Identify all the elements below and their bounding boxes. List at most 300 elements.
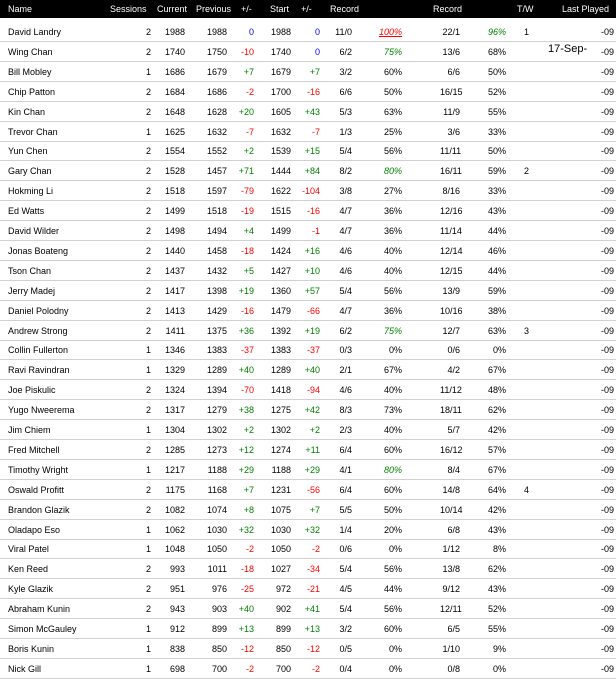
current-rating-cell: 1317: [164, 405, 185, 416]
player-name: Ken Reed: [8, 564, 49, 575]
sessions-cell: 2: [145, 27, 151, 37]
table-row[interactable]: [0, 559, 616, 579]
total-record-cell: 11/14: [440, 226, 462, 236]
session-win-pct-cell: 20%: [383, 524, 402, 535]
session-record-cell: 4/7: [339, 206, 352, 217]
last-played-cell: -09: [600, 405, 614, 416]
last-played-cell: -09: [600, 643, 614, 654]
tw-cell: [524, 599, 536, 619]
total-record-cell: 10/14: [440, 504, 463, 515]
total-record-cell: 6/6: [447, 66, 460, 77]
sessions-cell: 2: [145, 186, 151, 197]
total-win-pct-cell: 0%: [492, 663, 506, 674]
start-rating-cell: 1302: [270, 425, 291, 435]
table-row[interactable]: [0, 42, 616, 62]
previous-rating-cell: 1686: [206, 86, 227, 97]
tw-cell: [524, 181, 536, 201]
change-from-start-cell: -16: [306, 86, 320, 97]
previous-rating-cell: 1552: [206, 146, 227, 157]
tw-cell: [524, 42, 536, 62]
change-from-start-cell: +43: [304, 106, 320, 117]
total-record-cell: 12/11: [440, 604, 462, 615]
player-name: Chip Patton: [8, 86, 56, 97]
current-rating-cell: 943: [169, 604, 185, 615]
change-from-start-cell: -66: [306, 305, 320, 316]
total-win-pct-cell: 9%: [492, 643, 506, 654]
total-win-pct-cell: 48%: [487, 385, 506, 396]
session-win-pct-cell: 40%: [383, 385, 402, 396]
change-from-start-cell: +7: [309, 504, 320, 515]
change-from-start-cell: -34: [306, 564, 320, 575]
total-win-pct-cell: 63%: [487, 325, 506, 336]
sessions-cell: 2: [145, 265, 151, 276]
session-win-pct-cell: 80%: [383, 464, 402, 475]
player-name: Ed Watts: [8, 206, 45, 217]
tw-cell: [524, 122, 536, 142]
header-current[interactable]: Current: [157, 4, 188, 14]
header-previous[interactable]: Previous: [196, 4, 232, 14]
sessions-cell: 1: [145, 66, 151, 77]
change-from-start-cell: -56: [306, 484, 320, 495]
last-played-cell: -09: [600, 444, 614, 455]
tw-cell: [524, 420, 536, 440]
last-played-cell: -09: [600, 46, 614, 57]
total-win-pct-cell: 96%: [487, 27, 506, 37]
last-played-cell: -09: [600, 226, 614, 236]
session-record-cell: 0/6: [339, 544, 352, 555]
player-name: Jim Chiem: [8, 425, 51, 435]
header-last-played[interactable]: Last Played: [562, 4, 610, 14]
total-record-cell: 12/7: [442, 325, 460, 336]
total-record-cell: 5/7: [447, 425, 460, 435]
session-win-pct-cell: 60%: [383, 624, 402, 634]
session-win-pct-cell: 80%: [383, 166, 402, 177]
table-row[interactable]: [0, 201, 616, 221]
tw-cell: [524, 62, 536, 82]
table-row[interactable]: [0, 181, 616, 201]
total-win-pct-cell: 42%: [487, 425, 506, 435]
tw-cell: [524, 340, 536, 360]
session-record-cell: 2/1: [339, 365, 352, 376]
current-rating-cell: 1304: [164, 425, 185, 435]
player-name: Oswald Profitt: [8, 484, 65, 495]
current-rating-cell: 993: [169, 564, 185, 575]
session-record-cell: 6/4: [339, 484, 352, 495]
change-from-start-cell: +15: [304, 146, 320, 157]
session-record-cell: 0/4: [339, 663, 352, 674]
start-rating-cell: 1499: [270, 226, 291, 236]
current-rating-cell: 1499: [164, 206, 185, 217]
tw-cell: [524, 261, 536, 281]
sessions-cell: 1: [145, 425, 151, 435]
session-record-cell: 6/2: [339, 325, 352, 336]
table-row[interactable]: [0, 102, 616, 122]
change-from-previous-cell: +71: [238, 166, 254, 177]
tw-cell: [524, 301, 536, 321]
previous-rating-cell: 1074: [206, 504, 227, 515]
start-rating-cell: 1988: [270, 27, 291, 37]
player-name: Oladapo Eso: [8, 524, 61, 535]
table-row[interactable]: [0, 539, 616, 559]
start-rating-cell: 902: [275, 604, 291, 615]
change-from-start-cell: +57: [304, 285, 320, 296]
total-win-pct-cell: 64%: [487, 484, 506, 495]
change-from-previous-cell: +20: [238, 106, 254, 117]
session-win-pct-cell: 36%: [383, 305, 402, 316]
total-record-cell: 18/11: [440, 405, 462, 416]
tw-cell: [524, 82, 536, 102]
current-rating-cell: 1440: [164, 245, 185, 256]
total-record-cell: 4/2: [447, 365, 460, 376]
current-rating-cell: 1048: [164, 544, 185, 555]
change-from-previous-cell: -12: [240, 643, 254, 654]
change-from-start-cell: +40: [304, 365, 320, 376]
session-win-pct-cell: 60%: [383, 484, 402, 495]
table-row[interactable]: [0, 500, 616, 520]
table-row[interactable]: [0, 599, 616, 619]
header-name[interactable]: Name: [8, 4, 33, 14]
sessions-cell: 1: [145, 544, 151, 555]
current-rating-cell: 1684: [164, 86, 185, 97]
sessions-cell: 2: [145, 226, 151, 236]
total-record-cell: 16/12: [440, 444, 463, 455]
session-record-cell: 4/5: [339, 584, 352, 595]
tw-cell: [524, 639, 536, 659]
session-win-pct-cell: 56%: [383, 285, 402, 296]
table-row[interactable]: [0, 400, 616, 420]
previous-rating-cell: 1458: [206, 245, 227, 256]
change-from-start-cell: -2: [311, 663, 320, 674]
change-from-previous-cell: +29: [238, 464, 254, 475]
table-row[interactable]: [0, 340, 616, 360]
player-name: Simon McGauley: [8, 624, 77, 634]
table-row[interactable]: [0, 520, 616, 540]
session-win-pct-cell: 0%: [388, 544, 402, 555]
current-rating-cell: 1648: [164, 106, 185, 117]
sessions-cell: 1: [145, 464, 151, 475]
start-rating-cell: 1075: [270, 504, 291, 515]
change-from-previous-cell: +12: [238, 444, 254, 455]
header-change-start[interactable]: +/-: [301, 4, 312, 14]
last-played-cell: -09: [600, 504, 614, 515]
last-played-cell: -09: [600, 425, 614, 435]
change-from-previous-cell: -2: [245, 663, 254, 674]
previous-rating-cell: 700: [211, 663, 227, 674]
sessions-cell: 2: [145, 166, 151, 177]
change-from-start-cell: +32: [304, 524, 320, 535]
tw-cell: [524, 400, 536, 420]
sessions-cell: 2: [145, 405, 151, 416]
session-record-cell: 5/4: [339, 604, 352, 615]
session-win-pct-cell: 56%: [383, 146, 402, 157]
player-name: Gary Chan: [8, 166, 52, 177]
tw-cell: [524, 201, 536, 221]
total-win-pct-cell: 33%: [487, 126, 506, 137]
header-record-session[interactable]: Record: [330, 4, 360, 14]
current-rating-cell: 838: [169, 643, 185, 654]
change-from-previous-cell: +32: [238, 524, 254, 535]
last-played-cell: -09: [600, 604, 614, 615]
total-record-cell: 1/10: [442, 643, 460, 654]
table-row[interactable]: [0, 380, 616, 400]
total-win-pct-cell: 67%: [487, 464, 506, 475]
table-row[interactable]: [0, 82, 616, 102]
start-rating-cell: 899: [275, 624, 291, 634]
session-win-pct-cell: 73%: [383, 405, 402, 416]
start-rating-cell: 1392: [270, 325, 291, 336]
last-played-cell: -09: [600, 365, 614, 376]
player-name: Tson Chan: [8, 265, 52, 276]
session-record-cell: 5/4: [339, 285, 352, 296]
total-record-cell: 11/9: [443, 106, 460, 117]
last-played-cell: -09: [600, 464, 614, 475]
previous-rating-cell: 1279: [206, 405, 227, 416]
table-row[interactable]: [0, 619, 616, 639]
tw-cell: [524, 221, 536, 241]
session-record-cell: 4/6: [339, 265, 352, 276]
session-record-cell: 1/3: [339, 126, 352, 137]
table-row[interactable]: [0, 639, 616, 659]
current-rating-cell: 1417: [164, 285, 185, 296]
current-rating-cell: 951: [169, 584, 185, 595]
total-record-cell: 16/15: [440, 86, 463, 97]
table-row[interactable]: [0, 301, 616, 321]
header-row: [0, 0, 616, 18]
session-win-pct-cell: 67%: [383, 365, 402, 376]
sessions-cell: 1: [145, 365, 151, 376]
tw-cell: 4: [524, 484, 530, 495]
header-change-previous[interactable]: +/-: [241, 4, 252, 14]
change-from-start-cell: 0: [314, 46, 320, 57]
total-win-pct-cell: 42%: [487, 504, 506, 515]
session-record-cell: 5/4: [339, 564, 352, 575]
player-name: Joe Piskulic: [8, 385, 56, 396]
last-played-cell: -09: [600, 524, 614, 535]
last-played-cell: -09: [600, 245, 614, 256]
table-row[interactable]: [0, 480, 616, 500]
current-rating-cell: 1625: [164, 126, 185, 137]
session-win-pct-cell: 0%: [388, 345, 402, 356]
previous-rating-cell: 1289: [206, 365, 227, 376]
start-rating-cell: 1539: [270, 146, 291, 157]
header-record-total[interactable]: Record: [433, 4, 463, 14]
sessions-cell: 2: [145, 46, 151, 57]
tw-cell: [524, 500, 536, 520]
current-rating-cell: 1285: [164, 444, 185, 455]
table-row[interactable]: [0, 22, 616, 42]
last-played-cell: -09: [600, 285, 614, 296]
last-played-cell: -09: [600, 265, 614, 276]
current-rating-cell: 1988: [164, 27, 185, 37]
change-from-start-cell: +10: [304, 265, 320, 276]
session-record-cell: 5/4: [339, 146, 352, 157]
sessions-cell: 2: [145, 206, 151, 217]
table-row[interactable]: [0, 460, 616, 480]
total-record-cell: 6/8: [447, 524, 460, 535]
previous-rating-cell: 1168: [207, 484, 227, 495]
sessions-cell: 2: [145, 604, 151, 615]
header-sessions[interactable]: Sessions: [110, 4, 147, 14]
change-from-previous-cell: +13: [238, 624, 254, 634]
sessions-cell: 1: [145, 126, 151, 137]
previous-rating-cell: 1679: [206, 66, 227, 77]
start-rating-cell: 1231: [270, 484, 291, 495]
current-rating-cell: 1554: [164, 146, 185, 157]
total-win-pct-cell: 55%: [487, 624, 506, 634]
change-from-start-cell: -16: [306, 206, 320, 217]
current-rating-cell: 1528: [164, 166, 185, 177]
previous-rating-cell: 1273: [206, 444, 227, 455]
session-record-cell: 8/2: [339, 166, 352, 177]
change-from-previous-cell: +8: [243, 504, 254, 515]
player-name: Bill Mobley: [8, 66, 52, 77]
tw-cell: 3: [524, 325, 530, 336]
tw-cell: [524, 141, 536, 161]
change-from-previous-cell: +40: [238, 365, 254, 376]
last-played-date-overflow: 17-Sep-: [548, 43, 588, 55]
table-row[interactable]: [0, 579, 616, 599]
player-name: Andrew Strong: [8, 325, 68, 336]
tw-cell: 2: [524, 166, 530, 177]
current-rating-cell: 1346: [164, 345, 185, 356]
current-rating-cell: 1498: [164, 226, 185, 236]
sessions-cell: 2: [145, 564, 151, 575]
total-win-pct-cell: 57%: [487, 444, 506, 455]
previous-rating-cell: 1750: [206, 46, 227, 57]
session-record-cell: 3/8: [339, 186, 352, 197]
last-played-cell: -09: [600, 146, 614, 157]
total-win-pct-cell: 59%: [487, 166, 506, 177]
change-from-previous-cell: +19: [238, 285, 254, 296]
header-tw[interactable]: T/W: [517, 4, 534, 14]
tw-cell: [524, 579, 536, 599]
start-rating-cell: 1030: [270, 524, 291, 535]
table-row[interactable]: [0, 261, 616, 281]
table-row[interactable]: [0, 62, 616, 82]
sessions-cell: 2: [145, 106, 151, 117]
session-win-pct-cell: 44%: [383, 584, 402, 595]
session-win-pct-cell: 50%: [383, 86, 402, 97]
total-win-pct-cell: 33%: [487, 186, 506, 197]
total-win-pct-cell: 52%: [487, 604, 506, 615]
change-from-previous-cell: 0: [248, 27, 254, 37]
total-win-pct-cell: 46%: [487, 245, 506, 256]
player-name: Yun Chen: [8, 146, 48, 157]
last-played-cell: -09: [600, 564, 614, 575]
table-row[interactable]: [0, 141, 616, 161]
start-rating-cell: 1700: [270, 86, 291, 97]
session-record-cell: 8/3: [339, 405, 352, 416]
change-from-start-cell: -7: [311, 126, 320, 137]
player-name: Collin Fullerton: [8, 345, 69, 356]
table-row[interactable]: [0, 440, 616, 460]
player-name: Nick Gill: [8, 663, 41, 674]
change-from-previous-cell: -25: [240, 584, 254, 595]
player-name: Wing Chan: [8, 46, 53, 57]
change-from-previous-cell: -18: [240, 245, 254, 256]
current-rating-cell: 1740: [164, 46, 185, 57]
table-row[interactable]: [0, 659, 616, 679]
start-rating-cell: 1050: [270, 544, 291, 555]
session-record-cell: 0/3: [339, 345, 352, 356]
start-rating-cell: 1740: [270, 46, 291, 57]
current-rating-cell: 1082: [164, 504, 185, 515]
start-rating-cell: 972: [275, 584, 291, 595]
previous-rating-cell: 1597: [206, 186, 227, 197]
start-rating-cell: 1360: [270, 285, 291, 296]
table-row[interactable]: [0, 321, 616, 341]
session-record-cell: 2/3: [339, 425, 352, 435]
change-from-previous-cell: -70: [240, 385, 254, 396]
player-name: Daniel Polodny: [8, 305, 69, 316]
change-from-start-cell: +42: [304, 405, 320, 416]
session-record-cell: 3/2: [339, 624, 352, 634]
change-from-previous-cell: +2: [243, 146, 254, 157]
sessions-cell: 2: [145, 504, 151, 515]
session-record-cell: 5/3: [339, 106, 352, 117]
total-record-cell: 13/8: [442, 564, 460, 575]
last-played-cell: -09: [600, 86, 614, 97]
tw-cell: [524, 380, 536, 400]
change-from-previous-cell: +38: [238, 405, 254, 416]
total-record-cell: 6/5: [447, 624, 460, 634]
tw-cell: [524, 659, 536, 679]
sessions-cell: 1: [145, 663, 151, 674]
table-row[interactable]: [0, 360, 616, 380]
session-record-cell: 6/2: [339, 46, 352, 57]
total-win-pct-cell: 43%: [487, 584, 506, 595]
sessions-cell: 1: [145, 624, 151, 634]
tw-cell: 1: [524, 27, 530, 37]
change-from-start-cell: -2: [311, 544, 320, 555]
table-row[interactable]: [0, 420, 616, 440]
last-played-cell: -09: [600, 126, 614, 137]
table-row[interactable]: [0, 161, 616, 181]
total-record-cell: 12/15: [440, 265, 463, 276]
change-from-start-cell: +19: [304, 325, 320, 336]
change-from-previous-cell: -19: [240, 206, 254, 217]
session-record-cell: 5/5: [339, 504, 352, 515]
previous-rating-cell: 1030: [206, 524, 227, 535]
previous-rating-cell: 1375: [206, 325, 227, 336]
session-win-pct-cell: 60%: [383, 444, 402, 455]
table-row[interactable]: [0, 221, 616, 241]
start-rating-cell: 1275: [270, 405, 291, 416]
change-from-previous-cell: +7: [243, 484, 254, 495]
change-from-start-cell: -1: [311, 226, 320, 236]
sessions-cell: 2: [145, 444, 151, 455]
player-name: Yugo Nweerema: [8, 405, 75, 416]
tw-cell: [524, 360, 536, 380]
current-rating-cell: 1217: [164, 464, 185, 475]
change-from-previous-cell: -18: [240, 564, 254, 575]
total-record-cell: 0/8: [447, 663, 460, 674]
current-rating-cell: 1175: [165, 484, 185, 495]
table-row[interactable]: [0, 122, 616, 142]
total-record-cell: 11/11: [440, 146, 462, 157]
sessions-cell: 2: [145, 584, 151, 595]
session-record-cell: 4/6: [339, 245, 352, 256]
last-played-cell: -09: [600, 385, 614, 396]
player-name: Hokming Li: [8, 186, 54, 197]
table-row[interactable]: [0, 241, 616, 261]
table-row[interactable]: [0, 281, 616, 301]
change-from-previous-cell: +36: [238, 325, 254, 336]
total-record-cell: 22/1: [442, 27, 460, 37]
header-start[interactable]: Start: [270, 4, 290, 14]
tw-cell: [524, 539, 536, 559]
sessions-cell: 2: [145, 325, 151, 336]
